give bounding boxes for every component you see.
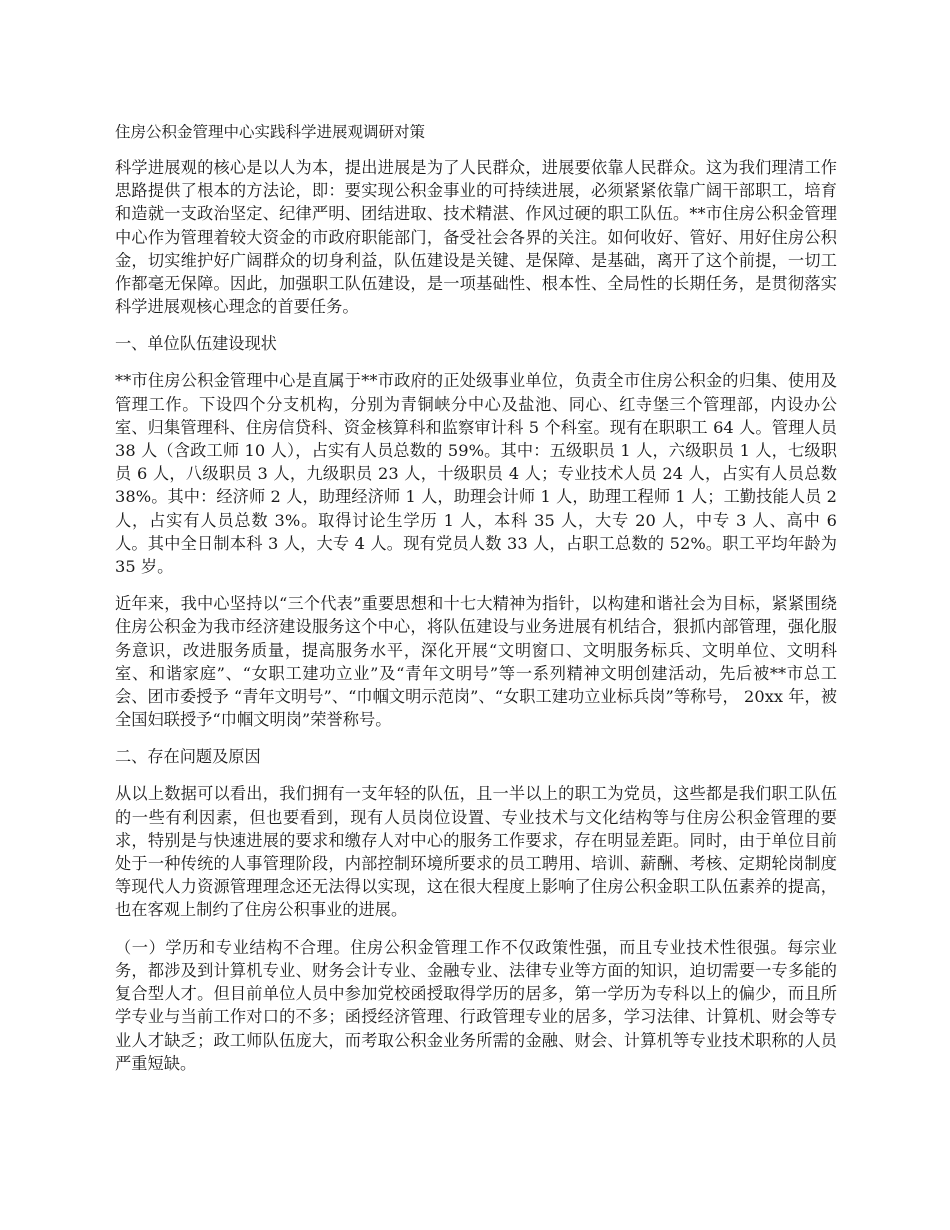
document-title: 住房公积金管理中心实践科学进展观调研对策 xyxy=(115,123,426,141)
section-2-paragraph-2: （一）学历和专业结构不合理。住房公积金管理工作不仅政策性强，而且专业技术性很强。每宗业务，都涉及到计算机专业、财务会计专业、金融专业、法律专业等方面的知识，迫切需要一专多能的复合型人才。但目前单位人员中参加党校函授取得学历的居多，第一学历为专科以上的偏少，而且所学专业与当前工作对口的不多；函授经济管理、行政管理专业的居多，学习法律、计算机、财会等专业人才缺乏；政工师队伍庞大，而考取公积金业务所需的金融、财会、计算机等专业技术职称的人员严重短缺。 xyxy=(115,937,837,1073)
section-1-paragraph-2: 近年来，我中心坚持以“三个代表”重要思想和十七大精神为指针，以构建和谐社会为目标，紧紧围绕住房公积金为我市经济建设服务这个中心，将队伍建设与业务进展有机结合，狠抓内部管理，强化服务意识，改进服务质量，提高服务水平，深化开展“文明窗口、文明服务标兵、文明单位、文明科室、和谐家庭”、“女职工建功立业”及“青年文明号”等一系列精神文明创建活动，先后被**市总工会、团市委授予 “青年文明号”、“巾帼文明示范岗”、“女职工建功立业标兵岗”等称号， 20xx 年，被全国妇联授予“巾帼文明岗”荣誉称号。 xyxy=(115,594,837,730)
section-1-paragraph-1: **市住房公积金管理中心是直属于**市政府的正处级事业单位，负责全市住房公积金的归集、使用及管理工作。下设四个分支机构，分别为青铜峡分中心及盐池、同心、红寺堡三个管理部，内设办公室、归集管理科、住房信贷科、资金核算科和监察审计科 5 个科室。现有在职职工 64 人。管理人员 38 人（含政工师 10 人），占实有人员总数的 59%。其中：五级职员 1 人，六级职员 1 人，七级职员 6 人，八级职员 3 人，九级职员 23 人，十级职员 4 人；专业技术人员 24 人，占实有人员总数 38%。其中：经济师 2 人，助理经济师 1 人，助理会计师 1 人，助理工程师 1 人；工勤技能人员 2 人，占实有人员总数 3%。取得讨论生学历 1 人，本科 35 人，大专 20 人，中专 3 人、高中 6 人。其中全日制本科 3 人，大专 4 人。现有党员人数 33 人，占职工总数的 52%。职工平均年龄为 35 岁。 xyxy=(115,371,837,577)
section-2-paragraph-1: 从以上数据可以看出，我们拥有一支年轻的队伍，且一半以上的职工为党员，这些都是我们职工队伍的一些有利因素，但也要看到，现有人员岗位设置、专业技术与文化结构等与住房公积金管理的要求，特别是与快速进展的要求和缴存人对中心的服务工作要求，存在明显差距。同时，由于单位目前处于一种传统的人事管理阶段，内部控制环境所要求的员工聘用、培训、薪酬、考核、定期轮岗制度等现代人力资源管理理念还无法得以实现，这在很大程度上影响了住房公积金职工队伍素养的提高，也在客观上制约了住房公积事业的进展。 xyxy=(115,784,837,920)
section-2-heading: 二、存在问题及原因 xyxy=(115,747,261,767)
document-page xyxy=(115,120,837,1089)
section-1-heading: 一、单位队伍建设现状 xyxy=(115,334,277,354)
intro-paragraph: 科学进展观的核心是以人为本，提出进展是为了人民群众，进展要依靠人民群众。这为我们理清工作思路提供了根本的方法论，即：要实现公积金事业的可持续进展，必须紧紧依靠广阔干部职工，培育和造就一支政治坚定、纪律严明、团结进取、技术精湛、作风过硬的职工队伍。**市住房公积金管理中心作为管理着较大资金的市政府职能部门，备受社会各界的关注。如何收好、管好、用好住房公积金，切实维护好广阔群众的切身利益，队伍建设是关键、是保障、是基础，离开了这个前提，一切工作都毫无保障。因此，加强职工队伍建设，是一项基础性、根本性、全局性的长期任务，是贯彻落实科学进展观核心理念的首要任务。 xyxy=(115,158,837,317)
